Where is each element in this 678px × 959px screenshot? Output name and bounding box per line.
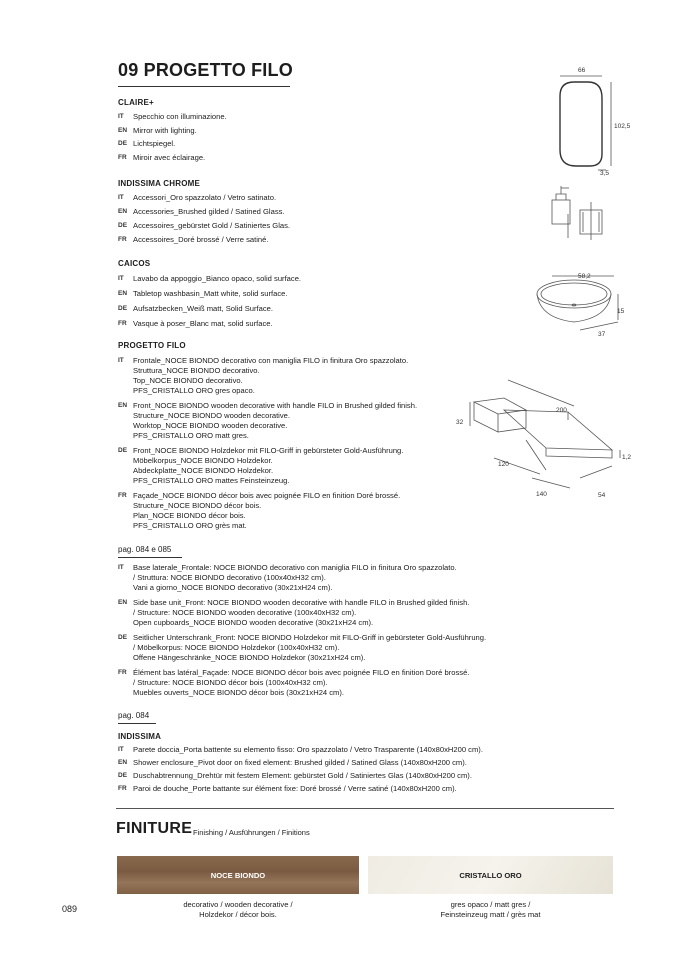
line-text: Accessoires_Doré brossé / Verre satiné. (133, 235, 269, 244)
swatch-label: NOCE BIONDO (210, 870, 266, 880)
block-line: PFS_CRISTALLO ORO gres opaco. (133, 386, 255, 395)
line-text: Aufsatzbecken_Weiß matt, Solid Surface. (133, 304, 273, 313)
lang-code: DE (118, 305, 128, 312)
block-line: Frontale_NOCE BIONDO decorativo con maniglia FILO in finitura Oro spazzolato. (133, 356, 409, 365)
block-line: Front_NOCE BIONDO wooden decorative with handle FILO in Brushed gilded finish. (133, 401, 418, 410)
block-line: PFS_CRISTALLO ORO mattes Feinsteinzeug. (133, 476, 290, 485)
line-text: Miroir avec éclairage. (133, 152, 206, 162)
cabinet-length-label: 200 (556, 407, 567, 414)
mirror-height-label: 102,5 (614, 123, 631, 130)
lang-code: DE (118, 140, 128, 147)
block-line: Front_NOCE BIONDO Holzdekor mit FILO-Griff in gebürsteter Gold-Ausführung. (133, 446, 404, 455)
block-line: Abdeckplatte_NOCE BIONDO Holzdekor. (133, 466, 274, 475)
caption-line: Feinsteinzeug matt / grès mat (440, 910, 541, 919)
line-text: Specchio con illuminazione. (133, 112, 227, 121)
line-text: Accessori_Oro spazzolato / Vetro satinato. (133, 193, 277, 202)
caption-line: gres opaco / matt gres / (450, 900, 531, 909)
lang-code: EN (118, 402, 128, 409)
page-ref-084-085: pag. 084 e 085 (118, 545, 172, 554)
lang-code: DE (118, 222, 128, 229)
block-line: Structure_NOCE BIONDO wooden decorative. (133, 411, 291, 420)
lang-code: DE (118, 634, 128, 641)
block-line: Möbelkorpus_NOCE BIONDO Holzdekor. (133, 456, 273, 465)
line-text: Paroi de douche_Porte battante sur élément fixe: Doré brossé / Verre satiné (140x80xH200 cm). (133, 784, 457, 793)
cabinet-drawing (470, 380, 620, 488)
cabinet-top-length-label: 140 (536, 491, 547, 498)
line-text: Duschabtrennung_Drehtür mit festem Element: gebürstet Gold / Satiniertes Glas (140x80xH200 cm). (133, 771, 472, 780)
page-ref-084: pag. 084 (118, 711, 150, 720)
block-line: Open cupboards_NOCE BIONDO wooden decorative (30x21xH24 cm). (133, 618, 374, 627)
lang-code: EN (118, 208, 128, 215)
caption-line: Holzdekor / décor bois. (199, 910, 277, 919)
section-divider (116, 808, 614, 809)
block-line: Seitlicher Unterschrank_Front: NOCE BIONDO Holzdekor mit FILO-Griff in gebürsteter Gold-Ausführung. (133, 633, 487, 642)
caption-line: decorativo / wooden decorative / (183, 900, 293, 909)
basin-drawing (537, 276, 618, 330)
lang-code: FR (118, 669, 127, 676)
section-title-progetto-filo: PROGETTO FILO (118, 341, 186, 350)
cabinet-unit-width-label: 120 (498, 461, 509, 468)
lang-code: FR (118, 236, 127, 243)
lang-code: IT (118, 746, 124, 753)
lang-code: DE (118, 447, 128, 454)
lang-code: IT (118, 564, 124, 571)
cabinet-height-label: 32 (456, 419, 464, 426)
block-line: PFS_CRISTALLO ORO matt gres. (133, 431, 249, 440)
lang-code: IT (118, 357, 124, 364)
block-line: Muebles ouverts_NOCE BIONDO décor bois (30x21xH24 cm). (133, 688, 345, 697)
section-title-claire: CLAIRE+ (118, 98, 154, 107)
lang-code: IT (118, 275, 124, 282)
block-line: Top_NOCE BIONDO decorativo. (133, 376, 243, 385)
swatch-cristallo-oro (368, 856, 613, 894)
lang-code: FR (118, 153, 127, 161)
cabinet-top-thickness-label: 1,2 (622, 454, 632, 461)
lang-code: EN (118, 599, 128, 606)
line-text: Accessories_Brushed gilded / Satined Glass. (133, 207, 285, 216)
swatch-label: CRISTALLO ORO (459, 870, 522, 880)
lang-code: EN (118, 126, 128, 134)
line-text: Lavabo da appoggio_Bianco opaco, solid surface. (133, 274, 302, 283)
lang-code: FR (118, 320, 127, 327)
lang-code: FR (118, 492, 127, 499)
page-title: 09 PROGETTO FILO (118, 60, 293, 80)
basin-width-label: 58,2 (578, 273, 591, 280)
lang-code: EN (118, 290, 128, 297)
block-line: / Structure: NOCE BIONDO décor bois (100x40xH32 cm). (133, 678, 328, 687)
accessories-drawing (552, 186, 602, 240)
lang-code: DE (118, 772, 128, 779)
block-line: Vani a giorno_NOCE BIONDO decorativo (30x21xH24 cm). (133, 583, 333, 592)
line-text: Shower enclosure_Pivot door on fixed element: Brushed gilded / Satined Glass (140x80xH200 cm). (133, 758, 467, 767)
lang-code: IT (118, 113, 124, 120)
line-text: Tabletop washbasin_Matt white, solid surface. (133, 289, 288, 298)
mirror-width-label: 66 (578, 67, 586, 74)
line-text: Mirror with lighting. (133, 125, 197, 135)
lang-code: FR (118, 785, 127, 792)
lang-code: EN (118, 759, 128, 766)
block-line: Worktop_NOCE BIONDO wooden decorative. (133, 421, 288, 430)
swatch-noce-biondo (117, 856, 359, 894)
line-text: Accessoires_gebürstet Gold / Satiniertes Glas. (133, 221, 291, 230)
finishes-subtitle: Finishing / Ausführungen / Finitions (193, 828, 310, 837)
swatch-caption-noce-biondo (117, 900, 359, 920)
block-line: Plan_NOCE BIONDO décor bois. (133, 511, 246, 520)
line-text: Parete doccia_Porta battente su elemento fisso: Oro spazzolato / Vetro Trasparente (140x80xH200 cm). (133, 745, 483, 754)
block-line: PFS_CRISTALLO ORO grès mat. (133, 521, 247, 530)
block-line: Façade_NOCE BIONDO décor bois avec poignée FILO en finition Doré brossé. (133, 491, 401, 500)
lang-code: IT (118, 194, 124, 201)
block-line: / Möbelkorpus: NOCE BIONDO Holzdekor (100x40xH32 cm). (133, 643, 340, 652)
block-line: Side base unit_Front: NOCE BIONDO wooden decorative with handle FILO in Brushed gilded finish. (133, 598, 470, 607)
section-title-indissima: INDISSIMA (118, 732, 162, 741)
basin-depth-label: 37 (598, 331, 606, 338)
cabinet-depth-label: 54 (598, 492, 606, 499)
mirror-drawing (560, 76, 611, 170)
section-title-indissima-chrome: INDISSIMA CHROME (118, 179, 201, 188)
block-line: / Structure: NOCE BIONDO wooden decorative (100x40xH32 cm). (133, 608, 357, 617)
page-number: 089 (62, 904, 78, 914)
line-text: Lichtspiegel. (133, 139, 176, 148)
block-line: Struttura_NOCE BIONDO decorativo. (133, 366, 260, 375)
mirror-depth-label: 3,5 (600, 170, 610, 177)
finishes-title: FINITURE (116, 820, 193, 837)
section-title-caicos: CAICOS (118, 259, 151, 268)
block-line: Offene Hängeschränke_NOCE BIONDO Holzdekor (30x21xH24 cm). (133, 653, 366, 662)
swatch-caption-cristallo-oro (368, 900, 613, 920)
block-line: Élément bas latéral_Façade: NOCE BIONDO décor bois avec poignée FILO en finition Doré brossé. (133, 668, 470, 677)
block-line: / Struttura: NOCE BIONDO decorativo (100x40xH32 cm). (133, 573, 326, 582)
line-text: Vasque à poser_Blanc mat, solid surface. (133, 319, 273, 328)
block-line: Base laterale_Frontale: NOCE BIONDO decorativo con maniglia FILO in finitura Oro spazzolato. (133, 563, 457, 572)
basin-height-label: 15 (617, 308, 625, 315)
block-line: Structure_NOCE BIONDO décor bois. (133, 501, 262, 510)
